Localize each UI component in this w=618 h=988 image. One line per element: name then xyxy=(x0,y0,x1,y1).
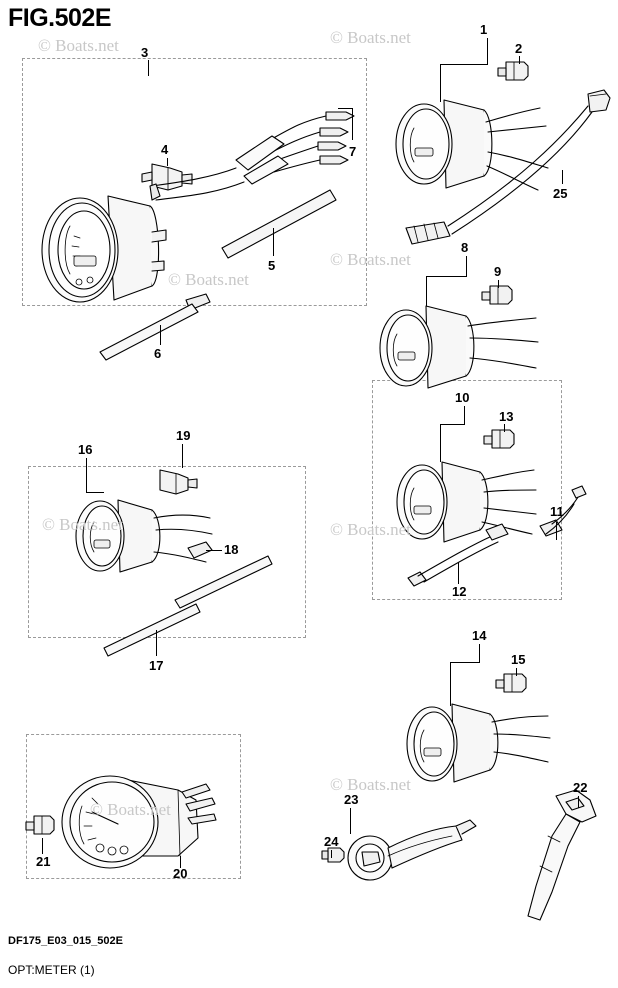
watermark: © Boats.net xyxy=(330,250,411,269)
leader-19 xyxy=(182,444,183,468)
leader-1-a xyxy=(487,38,488,64)
leader-8-b xyxy=(426,276,467,277)
leader-3 xyxy=(148,60,149,76)
callout-21: 21 xyxy=(36,854,51,869)
part-21-bulb xyxy=(26,816,54,834)
part-3-tachometer xyxy=(42,196,166,302)
leader-15 xyxy=(516,668,517,676)
leader-24 xyxy=(331,850,332,858)
callout-20: 20 xyxy=(173,866,188,881)
callout-16: 16 xyxy=(78,442,93,457)
callout-4: 4 xyxy=(161,142,169,157)
part-10-meter xyxy=(397,462,536,542)
leader-7-a xyxy=(352,108,353,140)
leader-13 xyxy=(504,424,505,432)
leader-21 xyxy=(42,838,43,854)
figure-title: FIG.502E xyxy=(8,4,111,32)
callout-22: 22 xyxy=(573,780,588,795)
leader-14-c xyxy=(450,662,451,706)
part-23-key-switch xyxy=(348,820,476,880)
callout-17: 17 xyxy=(149,658,164,673)
callout-24: 24 xyxy=(324,834,339,849)
leader-23 xyxy=(350,808,351,834)
callout-12: 12 xyxy=(452,584,467,599)
leader-14-b xyxy=(450,662,480,663)
leader-5 xyxy=(273,228,274,256)
callout-25: 25 xyxy=(553,186,568,201)
leader-22 xyxy=(578,796,579,808)
part-9-bulb xyxy=(482,286,512,304)
footer-code: DF175_E03_015_502E xyxy=(8,935,123,947)
callout-19: 19 xyxy=(176,428,191,443)
leader-16-a xyxy=(86,458,87,492)
callout-1: 1 xyxy=(480,22,488,37)
part-19-bulb-socket xyxy=(160,470,197,494)
callout-8: 8 xyxy=(461,240,469,255)
callout-6: 6 xyxy=(154,346,162,361)
callout-5: 5 xyxy=(268,258,276,273)
leader-25 xyxy=(562,170,563,184)
leader-9 xyxy=(498,280,499,288)
callout-9: 9 xyxy=(494,264,502,279)
leader-6 xyxy=(160,325,161,345)
leader-17 xyxy=(156,630,157,656)
callout-14: 14 xyxy=(472,628,487,643)
watermark: © Boats.net xyxy=(90,800,171,819)
callout-15: 15 xyxy=(511,652,526,667)
callout-7: 7 xyxy=(349,144,357,159)
watermark: © Boats.net xyxy=(330,775,411,794)
leader-10-b xyxy=(440,424,465,425)
callout-18: 18 xyxy=(224,542,239,557)
part-20-speedometer xyxy=(62,776,216,868)
leader-11 xyxy=(556,522,557,540)
part-24-screw xyxy=(322,848,344,862)
part-8-meter xyxy=(380,306,538,388)
callout-10: 10 xyxy=(455,390,470,405)
callout-11: 11 xyxy=(550,504,564,519)
leader-18 xyxy=(206,550,222,551)
watermark: © Boats.net xyxy=(42,515,123,534)
watermark: © Boats.net xyxy=(330,28,411,47)
part-17-rod xyxy=(104,604,200,656)
part-2-bulb xyxy=(498,62,528,80)
watermark: © Boats.net xyxy=(168,270,249,289)
leader-14-a xyxy=(479,644,480,662)
part-14-meter xyxy=(407,704,550,782)
leader-10-c xyxy=(440,424,441,462)
callout-3: 3 xyxy=(141,45,149,60)
leader-1-c xyxy=(440,64,441,102)
leader-16-b xyxy=(86,492,104,493)
leader-12 xyxy=(458,562,459,584)
callout-13: 13 xyxy=(499,409,514,424)
part-22-bracket xyxy=(528,790,596,920)
watermark: © Boats.net xyxy=(330,520,411,539)
part-16-meter xyxy=(76,500,212,572)
leader-10-a xyxy=(464,406,465,424)
leader-7-b xyxy=(338,108,353,109)
leader-8-a xyxy=(466,256,467,276)
part-13-bulb xyxy=(484,430,514,448)
leader-1-b xyxy=(440,64,488,65)
callout-2: 2 xyxy=(515,41,523,56)
leader-8-c xyxy=(426,276,427,306)
part-15-bulb xyxy=(496,674,526,692)
leader-2 xyxy=(519,56,520,64)
watermark: © Boats.net xyxy=(38,36,119,55)
footer-caption: OPT:METER (1) xyxy=(8,963,95,977)
part-1-meter xyxy=(396,100,548,190)
leader-4 xyxy=(167,158,168,166)
callout-23: 23 xyxy=(344,792,359,807)
